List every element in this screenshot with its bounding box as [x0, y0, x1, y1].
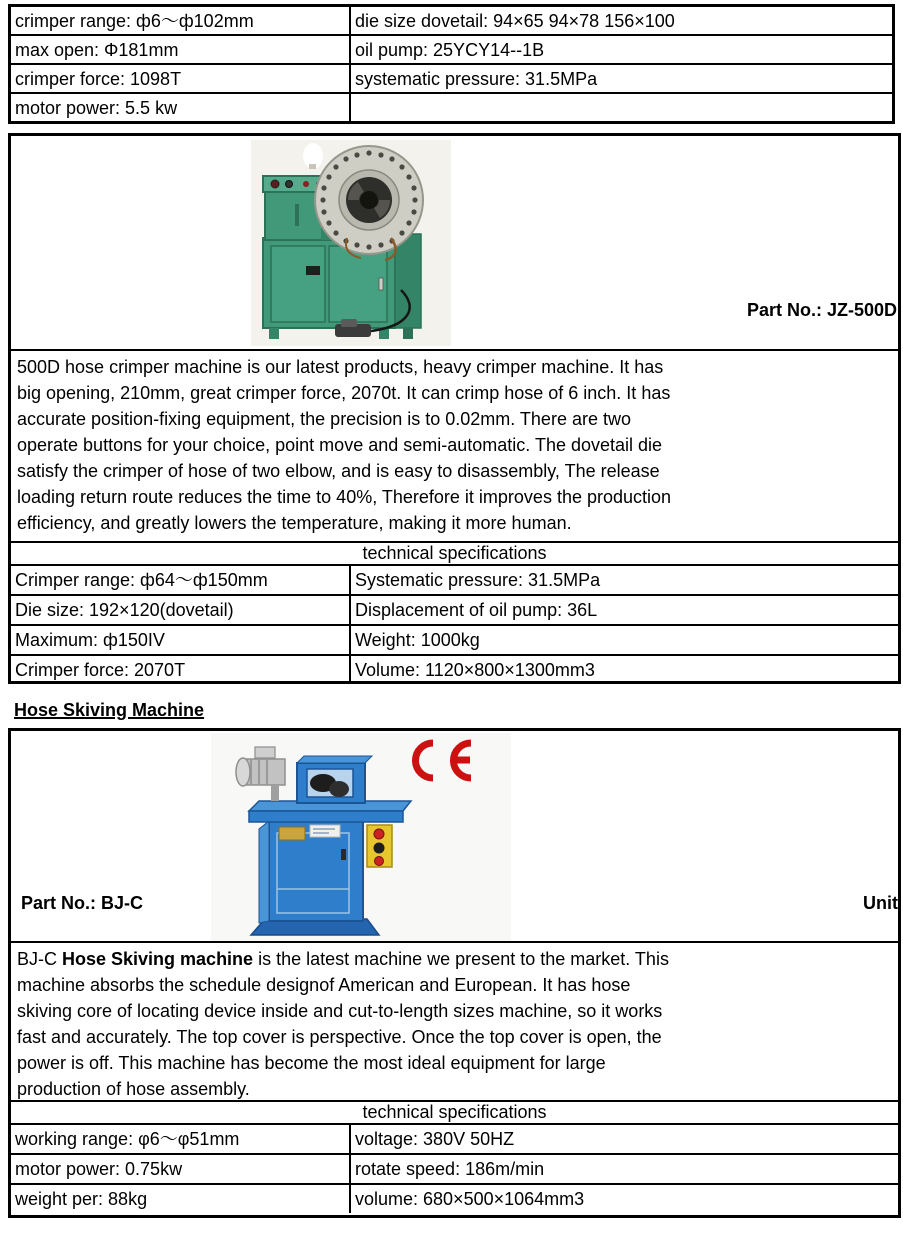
product-photo-area: [11, 731, 898, 943]
table-row: [10, 35, 894, 64]
spec-cell: max open: Φ181mm: [10, 35, 351, 64]
spec-cell: volume: 680×500×1064mm3: [350, 1184, 898, 1213]
spec-cell: Crimper range: ф64～ф150mm: [11, 566, 350, 595]
spec-cell: Displacement of oil pump: 36L: [350, 595, 898, 625]
description-line: production of hose assembly.: [17, 1079, 250, 1099]
spec-cell: crimper force: 1098T: [10, 64, 351, 93]
table-row: [10, 6, 894, 36]
product-box-jz500d: [8, 133, 901, 684]
crimper-machine-photo: [251, 140, 451, 346]
part-number-label: Part No.: BJ-C: [21, 893, 144, 913]
description-line: [17, 946, 892, 972]
description-line: skiving core of locating device inside and cut-to-length sizes machine, so it works: [17, 1001, 663, 1021]
spec-cell: voltage: 380V 50HZ: [350, 1125, 898, 1154]
tech-spec-table: [11, 1125, 898, 1213]
product-box-bjc: [8, 728, 901, 1218]
spec-cell: Crimper force: 2070T: [11, 655, 350, 684]
description-line: machine absorbs the schedule designof American and European. It has hose: [17, 975, 631, 995]
tech-spec-header: technical specifications: [11, 541, 898, 566]
spec-cell: [350, 93, 894, 123]
description-line: loading return route reduces the time to 40%, Therefore it improves the production: [17, 487, 672, 507]
tech-spec-table: [11, 566, 898, 684]
product-photo-area: [11, 136, 898, 351]
desc-bold-text: Hose Skiving machine: [62, 949, 254, 969]
spec-cell: Die size: 192×120(dovetail): [11, 595, 350, 625]
spec-cell: weight per: 88kg: [11, 1184, 350, 1213]
section-heading: Hose Skiving Machine: [14, 700, 205, 720]
desc-text: BJ-C: [17, 949, 62, 969]
table-row: [11, 655, 898, 684]
tech-spec-header: technical specifications: [11, 1100, 898, 1125]
description-line: operate buttons for your choice, point move and semi-automatic. The dovetail die: [17, 435, 663, 455]
spec-cell: Weight: 1000kg: [350, 625, 898, 655]
spec-cell: rotate speed: 186m/min: [350, 1154, 898, 1184]
spec-cell: working range: φ6～φ51mm: [11, 1125, 350, 1154]
description-line: 500D hose crimper machine is our latest products, heavy crimper machine. It has: [17, 357, 664, 377]
spec-cell: crimper range: ф6～ф102mm: [10, 6, 351, 36]
desc-text: is the latest machine we present to the market. This: [253, 949, 669, 969]
product-description: [11, 943, 898, 1100]
table-row: [11, 1154, 898, 1184]
description-line: fast and accurately. The top cover is perspective. Once the top cover is open, the: [17, 1027, 662, 1047]
table-row: [11, 566, 898, 595]
table-row: [11, 1125, 898, 1154]
spec-cell: Maximum: ф150IV: [11, 625, 350, 655]
basic-spec-table: [8, 4, 895, 124]
spec-cell: motor power: 0.75kw: [11, 1154, 350, 1184]
product-description: [11, 351, 898, 541]
spec-cell: die size dovetail: 94×65 94×78 156×100: [350, 6, 894, 36]
table-row: [11, 625, 898, 655]
description-line: power is off. This machine has become the most ideal equipment for large: [17, 1053, 606, 1073]
spec-cell: oil pump: 25YCY14--1B: [350, 35, 894, 64]
description-line: efficiency, and greatly lowers the temperature, making it more human.: [17, 513, 572, 533]
table-row: [11, 1184, 898, 1213]
part-number-label: Part No.: JZ-500D: [746, 300, 897, 320]
spec-cell: Systematic pressure: 31.5MPa: [350, 566, 898, 595]
table-row: [10, 64, 894, 93]
description-line: big opening, 210mm, great crimper force, 2070t. It can crimp hose of 6 inch. It has: [17, 383, 671, 403]
table-row: [11, 595, 898, 625]
skiving-machine-photo: [211, 733, 511, 941]
unit-label: Unit: [863, 893, 898, 913]
description-line: satisfy the crimper of hose of two elbow, and is easy to disassembly, The release: [17, 461, 660, 481]
spec-cell: motor power: 5.5 kw: [10, 93, 351, 123]
table-row: [10, 93, 894, 123]
spec-cell: systematic pressure: 31.5MPa: [350, 64, 894, 93]
description-line: accurate position-fixing equipment, the precision is to 0.02mm. There are two: [17, 409, 631, 429]
spec-cell: Volume: 1120×800×1300mm3: [350, 655, 898, 684]
